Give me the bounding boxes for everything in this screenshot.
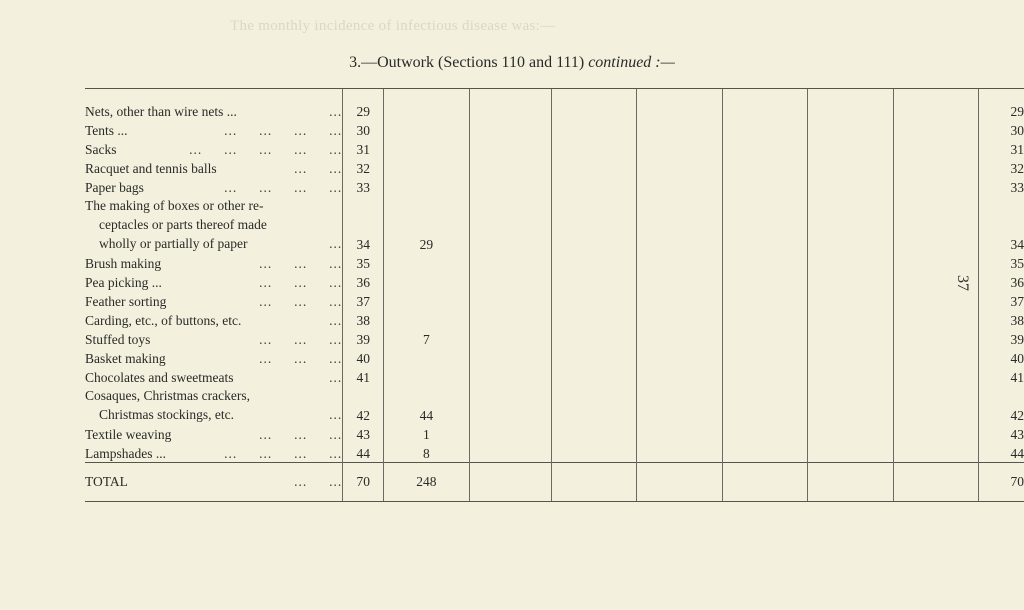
- row-line-number: 30: [343, 120, 384, 139]
- table-row: [85, 196, 1024, 253]
- row-label: [85, 443, 343, 463]
- row-label: [85, 139, 343, 158]
- row-line-number: 36: [343, 272, 384, 291]
- row-label: [85, 329, 343, 348]
- empty-cell: [722, 158, 807, 177]
- row-line-number: 32: [343, 158, 384, 177]
- page-number: 37: [954, 275, 971, 291]
- empty-cell: [893, 443, 978, 463]
- empty-cell: [637, 120, 722, 139]
- empty-cell: [469, 177, 551, 196]
- empty-cell: [637, 424, 722, 443]
- empty-cell: [893, 424, 978, 443]
- empty-cell: [637, 139, 722, 158]
- empty-cell: [722, 120, 807, 139]
- table-row: [85, 101, 1024, 120]
- table-row: [85, 386, 1024, 424]
- empty-cell: [808, 386, 893, 424]
- row-count-value: [384, 139, 470, 158]
- table-row: [85, 158, 1024, 177]
- leader-dots: ...: [329, 104, 343, 119]
- empty-cell: [469, 348, 551, 367]
- row-count-value: [384, 253, 470, 272]
- table-row: [85, 443, 1024, 463]
- leader-dots: ...: [329, 236, 343, 251]
- empty-cell: [637, 386, 722, 424]
- section-title-main: 3.—Outwork (Sections 110 and 111): [349, 54, 589, 71]
- table-row: [85, 253, 1024, 272]
- empty-cell: [808, 120, 893, 139]
- empty-cell: [552, 310, 637, 329]
- row-label-line: Basket making: [85, 351, 166, 366]
- leader-dots: ... ... ... ... ...: [189, 142, 343, 157]
- empty-cell: [552, 272, 637, 291]
- row-label: [85, 272, 343, 291]
- row-label: [85, 386, 343, 424]
- row-label-line: Paper bags: [85, 180, 144, 195]
- row-count-value: [384, 291, 470, 310]
- empty-cell: [722, 443, 807, 463]
- row-label-line: Lampshades ...: [85, 446, 166, 461]
- empty-cell: [552, 329, 637, 348]
- row-label: [85, 291, 343, 310]
- empty-cell: [722, 177, 807, 196]
- empty-cell: [469, 253, 551, 272]
- leader-dots: ... ...: [294, 474, 343, 489]
- empty-cell: [808, 463, 893, 502]
- leader-dots: ... ... ... ...: [224, 446, 343, 461]
- empty-cell: [637, 463, 722, 502]
- row-line-number: 29: [343, 101, 384, 120]
- empty-cell: [722, 386, 807, 424]
- row-count-value: 29: [384, 196, 470, 253]
- row-right-number: 42: [979, 386, 1024, 424]
- row-right-number: 40: [979, 348, 1024, 367]
- empty-cell: [469, 196, 551, 253]
- table-row: [85, 424, 1024, 443]
- table-row: [85, 310, 1024, 329]
- leader-dots: ... ... ...: [259, 427, 343, 442]
- row-count-value: [384, 367, 470, 386]
- empty-cell: [893, 329, 978, 348]
- row-count-value: [384, 272, 470, 291]
- row-label-line: Christmas stockings, etc.: [99, 407, 234, 422]
- leader-dots: ... ... ...: [259, 351, 343, 366]
- row-label-line: Stuffed toys: [85, 332, 151, 347]
- empty-cell: [722, 348, 807, 367]
- row-count-value: 8: [384, 443, 470, 463]
- table-top-rule: [85, 89, 1024, 102]
- row-label: [85, 196, 343, 253]
- leader-dots: ...: [329, 370, 343, 385]
- empty-cell: [893, 177, 978, 196]
- leader-dots: ... ... ...: [259, 256, 343, 271]
- row-line-number: 31: [343, 139, 384, 158]
- empty-cell: [808, 310, 893, 329]
- row-label: [85, 158, 343, 177]
- empty-cell: [469, 386, 551, 424]
- empty-cell: [893, 196, 978, 253]
- empty-cell: [893, 158, 978, 177]
- empty-cell: [808, 196, 893, 253]
- empty-cell: [469, 367, 551, 386]
- leader-dots: ... ... ... ...: [224, 180, 343, 195]
- empty-cell: [637, 367, 722, 386]
- row-count-value: [384, 177, 470, 196]
- row-label-line: Nets, other than wire nets ...: [85, 104, 237, 119]
- row-label: [85, 367, 343, 386]
- empty-cell: [552, 139, 637, 158]
- empty-cell: [469, 272, 551, 291]
- row-label: [85, 310, 343, 329]
- empty-cell: [893, 386, 978, 424]
- row-label-line: Feather sorting: [85, 294, 167, 309]
- table-row: [85, 348, 1024, 367]
- row-label-line: The making of boxes or other re-: [85, 198, 264, 213]
- leader-dots: ... ... ...: [259, 332, 343, 347]
- row-label-line: Brush making: [85, 256, 162, 271]
- row-label-line: ceptacles or parts thereof made: [99, 217, 267, 232]
- empty-cell: [808, 367, 893, 386]
- empty-cell: [637, 101, 722, 120]
- empty-cell: [552, 158, 637, 177]
- empty-cell: [637, 158, 722, 177]
- row-label: [85, 177, 343, 196]
- outwork-table: [85, 88, 1024, 502]
- empty-cell: [722, 272, 807, 291]
- empty-cell: [722, 329, 807, 348]
- section-title-continued: continued :—: [588, 54, 675, 71]
- empty-cell: [808, 272, 893, 291]
- row-line-number: 34: [343, 196, 384, 253]
- empty-cell: [722, 463, 807, 502]
- empty-cell: [893, 291, 978, 310]
- row-right-number: 44: [979, 443, 1024, 463]
- table-row: [85, 272, 1024, 291]
- section-title: [0, 54, 1024, 72]
- row-line-number: 44: [343, 443, 384, 463]
- total-line-number: 70: [343, 463, 384, 502]
- row-right-number: 30: [979, 120, 1024, 139]
- row-right-number: 32: [979, 158, 1024, 177]
- empty-cell: [469, 443, 551, 463]
- row-label-line: wholly or partially of paper: [99, 236, 248, 251]
- row-right-number: 29: [979, 101, 1024, 120]
- row-label-line: Textile weaving: [85, 427, 172, 442]
- row-label-line: Sacks: [85, 142, 117, 157]
- empty-cell: [808, 424, 893, 443]
- empty-cell: [893, 310, 978, 329]
- empty-cell: [637, 177, 722, 196]
- empty-cell: [637, 272, 722, 291]
- row-right-number: 37: [979, 291, 1024, 310]
- empty-cell: [722, 253, 807, 272]
- row-count-value: [384, 120, 470, 139]
- empty-cell: [808, 101, 893, 120]
- empty-cell: [552, 463, 637, 502]
- total-value: 248: [384, 463, 470, 502]
- row-label-line: Cosaques, Christmas crackers,: [85, 388, 250, 403]
- row-line-number: 38: [343, 310, 384, 329]
- row-line-number: 39: [343, 329, 384, 348]
- row-label-line: Pea picking ...: [85, 275, 162, 290]
- row-label: [85, 253, 343, 272]
- table-row: [85, 367, 1024, 386]
- row-count-value: 1: [384, 424, 470, 443]
- leader-dots: ... ... ...: [259, 275, 343, 290]
- empty-cell: [552, 367, 637, 386]
- table-row: [85, 120, 1024, 139]
- empty-cell: [722, 196, 807, 253]
- empty-cell: [637, 253, 722, 272]
- row-right-number: 38: [979, 310, 1024, 329]
- row-line-number: 43: [343, 424, 384, 443]
- empty-cell: [637, 348, 722, 367]
- leader-dots: ...: [329, 407, 343, 422]
- total-right-number: 70: [979, 463, 1024, 502]
- leader-dots: ... ... ...: [259, 294, 343, 309]
- total-label: [85, 463, 343, 502]
- row-label: [85, 101, 343, 120]
- empty-cell: [893, 101, 978, 120]
- empty-cell: [469, 291, 551, 310]
- empty-cell: [552, 424, 637, 443]
- empty-cell: [469, 120, 551, 139]
- row-count-value: [384, 158, 470, 177]
- empty-cell: [637, 329, 722, 348]
- empty-cell: [637, 310, 722, 329]
- empty-cell: [552, 348, 637, 367]
- row-count-value: 7: [384, 329, 470, 348]
- empty-cell: [893, 272, 978, 291]
- row-label-line: Carding, etc., of buttons, etc.: [85, 313, 242, 328]
- empty-cell: [552, 120, 637, 139]
- empty-cell: [893, 139, 978, 158]
- empty-cell: [552, 386, 637, 424]
- empty-cell: [469, 424, 551, 443]
- empty-cell: [722, 101, 807, 120]
- row-label-line: Tents ...: [85, 123, 128, 138]
- table-row: [85, 291, 1024, 310]
- row-label: [85, 424, 343, 443]
- empty-cell: [808, 139, 893, 158]
- empty-cell: [893, 253, 978, 272]
- empty-cell: [893, 120, 978, 139]
- empty-cell: [552, 253, 637, 272]
- empty-cell: [722, 367, 807, 386]
- row-right-number: 33: [979, 177, 1024, 196]
- empty-cell: [808, 348, 893, 367]
- empty-cell: [552, 291, 637, 310]
- table-row: [85, 139, 1024, 158]
- row-label: [85, 348, 343, 367]
- row-count-value: [384, 101, 470, 120]
- row-right-number: 36: [979, 272, 1024, 291]
- row-right-number: 39: [979, 329, 1024, 348]
- empty-cell: [808, 158, 893, 177]
- empty-cell: [637, 196, 722, 253]
- row-right-number: 43: [979, 424, 1024, 443]
- empty-cell: [552, 196, 637, 253]
- empty-cell: [722, 310, 807, 329]
- row-count-value: [384, 348, 470, 367]
- empty-cell: [808, 329, 893, 348]
- empty-cell: [552, 177, 637, 196]
- empty-cell: [722, 291, 807, 310]
- empty-cell: [808, 443, 893, 463]
- empty-cell: [637, 443, 722, 463]
- empty-cell: [722, 424, 807, 443]
- row-count-value: 44: [384, 386, 470, 424]
- row-line-number: 35: [343, 253, 384, 272]
- empty-cell: [469, 329, 551, 348]
- row-label: [85, 120, 343, 139]
- empty-cell: [808, 177, 893, 196]
- table-row: [85, 329, 1024, 348]
- row-right-number: 34: [979, 196, 1024, 253]
- row-line-number: 40: [343, 348, 384, 367]
- row-line-number: 41: [343, 367, 384, 386]
- row-count-value: [384, 310, 470, 329]
- empty-cell: [469, 139, 551, 158]
- empty-cell: [552, 101, 637, 120]
- empty-cell: [893, 463, 978, 502]
- leader-dots: ...: [329, 313, 343, 328]
- row-right-number: 41: [979, 367, 1024, 386]
- row-label-line: Racquet and tennis balls: [85, 161, 217, 176]
- empty-cell: [893, 367, 978, 386]
- empty-cell: [469, 463, 551, 502]
- empty-cell: [552, 443, 637, 463]
- empty-cell: [808, 253, 893, 272]
- empty-cell: [469, 158, 551, 177]
- empty-cell: [722, 139, 807, 158]
- empty-cell: [893, 348, 978, 367]
- total-label-text: TOTAL: [85, 474, 128, 489]
- table-row: [85, 177, 1024, 196]
- row-right-number: 35: [979, 253, 1024, 272]
- bleed-through-text: The monthly incidence of infectious disease was:—: [230, 18, 556, 34]
- row-label-line: Chocolates and sweetmeats: [85, 370, 234, 385]
- row-right-number: 31: [979, 139, 1024, 158]
- empty-cell: [808, 291, 893, 310]
- empty-cell: [637, 291, 722, 310]
- row-line-number: 37: [343, 291, 384, 310]
- total-row: [85, 463, 1024, 502]
- leader-dots: ... ... ... ...: [224, 123, 343, 138]
- row-line-number: 33: [343, 177, 384, 196]
- row-line-number: 42: [343, 386, 384, 424]
- empty-cell: [469, 101, 551, 120]
- empty-cell: [469, 310, 551, 329]
- leader-dots: ... ...: [294, 161, 343, 176]
